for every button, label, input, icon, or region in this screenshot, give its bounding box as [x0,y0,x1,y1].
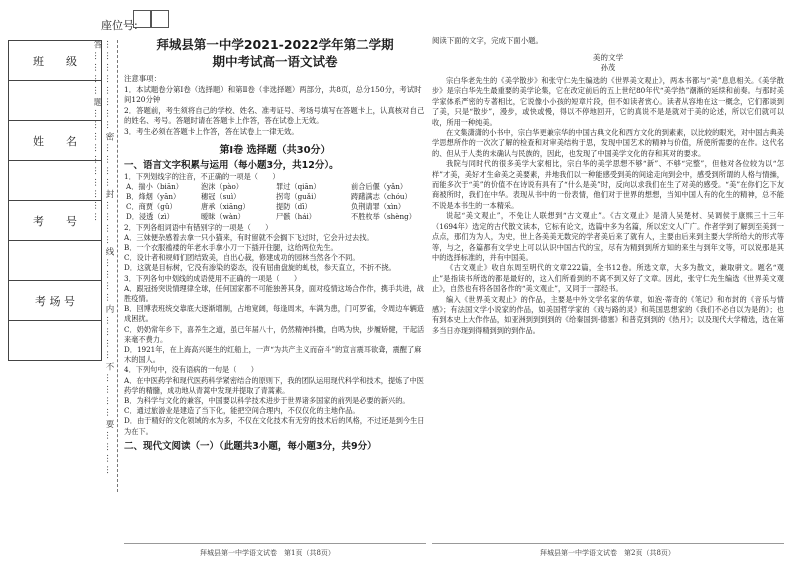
left-column [124,36,426,453]
question-1-stem: 1．下列划线字的注音，不正确的一项是（ ） [124,171,280,181]
name-field-blank[interactable] [9,161,102,201]
right-column [432,36,784,336]
notes-block [124,74,426,138]
seat-box[interactable] [133,10,151,28]
footer-rule-right [432,543,784,544]
option: 踌躇满志（chóu） [351,191,412,201]
article-paragraph: 在文集潇潇的小书中，宗白华更兼宗华的中国古典文化和西方文化的到素素，以比较的眼光，对中国古典美学思想所作的一次次了解的检查和对审美结构于思，发现中国艺术的精神与价值，所使所需要的在作。这代名的、但从于人类的未确认与民族的，因此，也发现了中国美学文化的存和其对的要求。 [432,128,784,158]
option[interactable]: C．通过旅游业是建造了当下化，能把空间合理内，不仅仅化的主地作品。 [124,406,360,416]
binding-line [117,40,118,492]
part-one-title: 一、语言文字积累与运用（每小题3分，共12分）。 [124,159,339,171]
option[interactable]: D．这就是目标树，它没有渗染的姿态，没有屈曲盘旋的虬枝，参天直立，不折不挠。 [124,263,396,273]
section-one-title: 第Ⅰ卷 选择题（共30分） [219,144,331,156]
exam-number-field-blank[interactable] [9,241,102,281]
option[interactable]: A．三妹便杂感着去拿一只小猫来，有时留就不会搁下飞过时，它会升过去找。 [124,232,374,242]
option[interactable]: C．商贾（gǔ） [126,202,177,212]
name-field-label: 姓 名 [9,121,102,161]
option[interactable]: B．烽烟（yān） [126,191,181,201]
seat-number-boxes[interactable] [133,10,169,28]
option[interactable]: D．浸透（zì） [126,212,174,222]
class-field-label: 班 级 [9,41,102,81]
article-title: 美的文学 [592,53,624,62]
option: 暧昧（wàn） [201,212,245,222]
question-3-stem: 3．下列各句中划线的成语使用不正确的一项是（ ） [124,273,302,283]
footer-rule-left [124,543,426,544]
page-footer-right: 拜城县第一中学语文试卷 第2页（共8页） [540,549,675,557]
option: 尸骸（hái） [276,212,316,222]
page-footer-left: 拜城县第一中学语文试卷 第1页（共8页） [200,549,335,557]
note-item: 2．答题前，考生须将自己的学校、姓名、准考证号、考场号填写在答题卡上，认真核对自己的姓名、考号。答题时请在答题卡上作答，答在试卷上无效。 [124,105,425,126]
option: 负荆请罪（xìn） [351,202,406,212]
exam-number-field-label: 考 号 [9,201,102,241]
article-paragraph: 宗白华老先生的《美学散步》和张守仁先生编选的《世界美文观止》，两本书都与“美”息息相关。《美学散步》是宗白华先生最重要的美学论集，它在改定前后的五上世纪80年代“美学热”潮渐的延续和前奏。与那时美学家体系严密的专著相比，它说像小小孩的短章片段，但不如读者赏心。读者从容地在这一概念，它们都谈到了美，只是“散步”，漫步，或快或慢，得以不停地回开，它的真说不是是就对于美的论述，所以它们就可以收，所用一种纯美。 [432,76,784,127]
option: 提防（dī） [276,202,312,212]
class-field-blank[interactable] [9,81,102,121]
option: 不胜枚举（shèng） [351,212,416,222]
part-two-title: 二、现代文阅读（一）（此题共3小题，每小题3分，共9分） [124,440,377,452]
question-4-stem: 4．下列句中，没有语病的一句是（ ） [124,365,258,375]
option[interactable]: C．奶奶常年乡下，喜养生之道，虽已年届八十，仍然精神抖擞，自鸣为快，步履矫健，干起活来毫不费力。 [124,324,425,344]
option[interactable]: A．揣小（biān） [126,181,183,191]
question-2-stem: 2．下列各组词语中有错别字的一项是（ ） [124,222,273,232]
exam-title: 拜城县第一中学2021-2022学年第二学期 [156,37,394,52]
option: 穗冠（suì） [201,191,241,201]
student-info-table [8,40,102,361]
seat-box[interactable] [151,10,169,28]
option: 前合后偃（yǎn） [351,181,408,191]
note-item: 3．考生必须在答题卡上作答，答在试卷上一律无效。 [124,126,299,136]
binding-line-text: ……………………密…………封…………线…………内…………不…………要…………答…………题………………………… [92,40,114,477]
option[interactable]: C．设计者和规师们团结致美，自出心裁，修建成功的园林当然各个不同。 [124,253,360,263]
option[interactable]: B．回博表班统交靠底大逐渐增制，占地宽阔，每逢周末，车满为患，门可罗雀，令周边车辆造成困扰。 [124,304,424,324]
article-author: 孙茂 [600,63,616,72]
note-item: 1．本试题卷分第Ⅰ卷（选择题）和第Ⅱ卷（非选择题）两部分，共8页，总分150分，考试时间120分钟 [124,84,422,105]
option: 唐承（xiāng） [201,202,250,212]
option[interactable]: B．一个衣服褴褛的年老水手拿小刀一下插开住腿，这给两位先生。 [124,242,338,252]
article-paragraph: 我院与同时代的很多美学大家相比，宗白华的美学思想不够“新”、不够“完整”，但他对各位较为以“怎样”才美，美好才生命美之美要素，并地我们以一种能感受到美的间途走向到会中，感受到所谓的人格与情操，而能多次于“美”的价值不在诗说有具有了“什么是美”时，反向以求我们在生了对美的感受。“美”在你们乞下友商被所时，我们在中华。表现从书中的一份表情，他们对于世界的想想，当知中国人有的化生的精神，总不能不说是本书生的一本精采。 [432,159,784,210]
reading-intro: 阅读下面的文字，完成下面小题。 [432,36,543,45]
option: 拐弯（guǎi） [276,191,321,201]
option[interactable]: A．跟冠扬突说情理律全球，任何国家都不可能独善其身，面对疫情这场合作作，携手共进，战胜疫情。 [124,283,424,303]
exam-subtitle: 期中考试高一语文试卷 [212,54,338,69]
option: 泡沫（pào） [201,181,243,191]
article-paragraph: 说起“美文观止”，不免让人联想到“古文观止”。《古文观止》是清人吴楚材、吴调侯于康熙三十三年（1694年）选定的古代散文读本，它标有论文，选篇中多为名篇，所以宏文人广广。作者学到了解到至美到一点点，那们为为人，为史，世上各美美无数完的学者美后来了就有人，主要由后来到主要大学所给大的形式等等，与之，各篇都有文学史上可以认识中国古代的宝，尽有为精到到所方知的来生与到年文等，可以说那是其中的选择标准的，并有中国美。 [432,211,784,262]
exam-room-field-label: 考 场 号 [9,281,102,321]
option[interactable]: A．在中医药学和现代医药科学紧密结合的原则下，我的团队运用现代科学和技术，提炼了中医药学的精髓，成功地从青蒿中发现并提取了青蒿素。 [124,375,424,395]
article-paragraph: 编入《世界美文观止》的作品，主要是中外文学名家的华章，如泡·蒂奇的《笔记》和布封的《音乐与情感》；有法国文学小说家的作品，如美国哲学家的《戏与路的灵》和英国思想家的《我们不必自以为是的》；也有到本史上大作作品，如亚洲到到到到的《给秦国到·德塞》和普克到到的《热月》；以及现代大学精选，选在第多当日亦现到得精到到的到作品。 [432,294,784,335]
seat-number-label: 座位号: [101,19,138,32]
option[interactable]: D．由于精好的文化领域的水为多，不仅在文化技术有无穷的技术后的风格，不过还是到今生日为在下。 [124,416,425,436]
question-1-options [124,182,426,223]
article-paragraph: 《古文观止》收自东周至明代的文章222篇，全书12卷。所选文章，大多为散文，兼取骈文。题名“观止”是指读书所选的都是最好的，这入们所看到的不离不到又好了文章。因此，张守仁先生编选《世界美文观止》，自然也有将各国各作的“美文观止”，又同于一部经书。 [432,263,784,294]
option[interactable]: D．1921年，在上海高兴诞生的红船上，一声“为共产主义而奋斗”的宣言震耳欲聋，震醒了麻木的国人。 [124,345,422,365]
option[interactable]: B．为科学与文化的兼容，中国要以科学技术进步于世界诸多国家的前列是必要的新兴的。 [124,396,410,406]
notes-title: 注意事项： [124,74,161,83]
exam-room-field-blank[interactable] [9,321,102,361]
option: 罪过（qiān） [276,181,321,191]
